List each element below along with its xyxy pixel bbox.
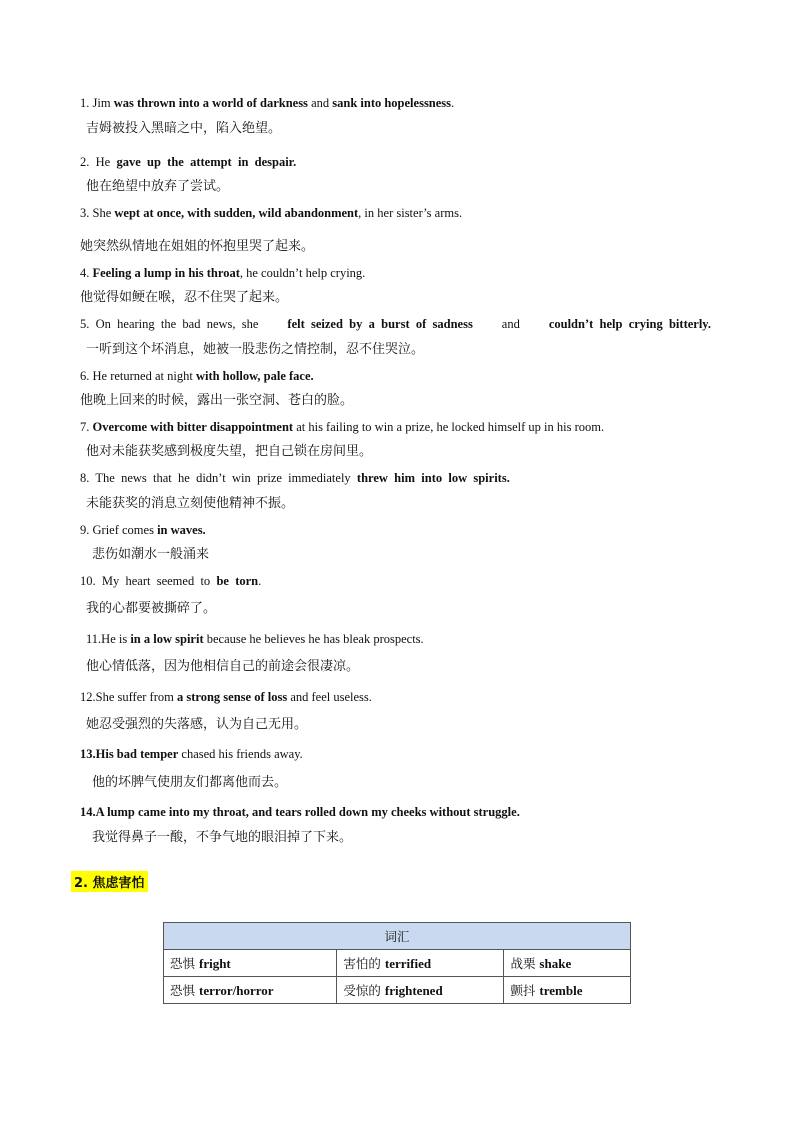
bold-phrase: sank into hopelessness	[332, 96, 452, 110]
bold-phrase: be torn	[216, 574, 259, 588]
plain-text: 5. On hearing the bad news, she	[80, 317, 265, 331]
sentence-english	[80, 368, 314, 384]
sentence-chinese: 我的心都要被撕碎了。	[86, 601, 217, 616]
sentence-english	[80, 95, 454, 111]
bold-phrase: in a low spirit	[130, 632, 204, 646]
sentence-chinese: 未能获奖的消息立刻使他精神不振。	[86, 496, 295, 511]
plain-text: 3. She	[80, 206, 115, 220]
plain-text: chased his friends away.	[178, 747, 303, 761]
plain-text: , he couldn’t help crying.	[239, 266, 366, 280]
bold-phrase: a strong sense of loss	[176, 690, 288, 704]
vocab-cell: 颤抖 tremble	[504, 977, 631, 1004]
sentence-english	[80, 689, 372, 705]
plain-text: .	[451, 96, 455, 110]
vocab-cell: 恐惧 fright	[164, 950, 337, 977]
section-heading: 2. 焦虑害怕	[71, 871, 148, 892]
plain-text: 11.He is	[86, 632, 131, 646]
plain-text: 12.She suffer from	[80, 690, 177, 704]
sentence-english	[80, 804, 520, 820]
plain-text: 4.	[80, 266, 93, 280]
plain-text: because he believes he has bleak prospects.	[203, 632, 424, 646]
plain-text: , in her sister’s arms.	[358, 206, 463, 220]
bold-phrase: was thrown into a world of darkness	[113, 96, 308, 110]
bold-phrase: gave up the attempt in despair.	[116, 155, 297, 169]
sentence-english	[80, 573, 261, 589]
sentence-english	[80, 265, 365, 281]
vocab-row	[164, 977, 631, 1004]
bold-phrase: in waves.	[157, 523, 206, 537]
sentence-chinese: 我觉得鼻子一酸，不争气地的眼泪掉了下来。	[92, 830, 353, 845]
sentence-chinese: 悲伤如潮水一般涌来	[92, 547, 210, 562]
sentence-chinese: 他在绝望中放弃了尝试。	[86, 179, 230, 194]
plain-text: .	[258, 574, 262, 588]
sentence-english	[80, 154, 296, 170]
sentence-chinese: 他的坏脾气使朋友们都离他而去。	[92, 775, 288, 790]
plain-text: 2. He	[80, 155, 117, 169]
sentence-chinese: 他觉得如鲠在喉，忍不住哭了起来。	[80, 290, 289, 305]
sentence-english	[80, 522, 206, 538]
bold-phrase: 13.His bad temper	[80, 747, 179, 761]
sentence-english	[86, 631, 424, 647]
sentence-english	[80, 205, 462, 221]
bold-phrase: 14.A lump came into my throat, and tears rolled down my cheeks without struggle.	[80, 805, 520, 819]
vocab-cell: 战栗 shake	[504, 950, 631, 977]
bold-phrase: Overcome with bitter disappointment	[92, 420, 294, 434]
plain-text: and feel useless.	[287, 690, 372, 704]
plain-text: and	[495, 317, 527, 331]
bold-phrase: wept at once, with sudden, wild abandonment	[114, 206, 359, 220]
sentence-chinese: 她忍受强烈的失落感，认为自己无用。	[86, 717, 308, 732]
plain-text: 10. My heart seemed to	[80, 574, 217, 588]
plain-text: and	[307, 96, 333, 110]
sentence-english	[80, 470, 510, 486]
vocab-row	[164, 950, 631, 977]
sentence-chinese: 他对未能获奖感到极度失望，把自己锁在房间里。	[86, 444, 373, 459]
bold-phrase: felt seized by a burst of sadness	[287, 317, 473, 331]
bold-phrase: with hollow, pale face.	[195, 369, 314, 383]
sentence-chinese: 他晚上回来的时候，露出一张空洞、苍白的脸。	[80, 393, 354, 408]
vocab-cell: 恐惧 terror/horror	[164, 977, 337, 1004]
plain-text: 1. Jim	[80, 96, 114, 110]
sentence-english	[80, 419, 604, 435]
plain-text: 9. Grief comes	[80, 523, 158, 537]
sentence-chinese: 她突然纵情地在姐姐的怀抱里哭了起来。	[80, 239, 315, 254]
bold-phrase: Feeling a lump in his throat	[92, 266, 240, 280]
bold-phrase: couldn’t help crying bitterly.	[548, 317, 711, 331]
plain-text: 7.	[80, 420, 93, 434]
plain-text: 6. He returned at night	[80, 369, 196, 383]
vocab-header: 词汇	[164, 923, 631, 950]
vocab-cell: 受惊的 frightened	[337, 977, 504, 1004]
vocab-table	[163, 922, 631, 1004]
vocab-header-row	[164, 923, 631, 950]
bold-phrase: threw him into low spirits.	[356, 471, 510, 485]
plain-text: 8. The news that he didn’t win prize immediately	[80, 471, 357, 485]
plain-text: at his failing to win a prize, he locked himself up in his room.	[293, 420, 605, 434]
vocab-cell: 害怕的 terrified	[337, 950, 504, 977]
sentence-chinese: 他心情低落，因为他相信自己的前途会很凄凉。	[86, 659, 360, 674]
sentence-chinese: 一听到这个坏消息，她被一股悲伤之情控制，忍不住哭泣。	[86, 342, 425, 357]
sentence-english	[80, 746, 303, 762]
sentence-chinese: 吉姆被投入黑暗之中，陷入绝望。	[86, 121, 282, 136]
sentence-english	[80, 316, 711, 332]
